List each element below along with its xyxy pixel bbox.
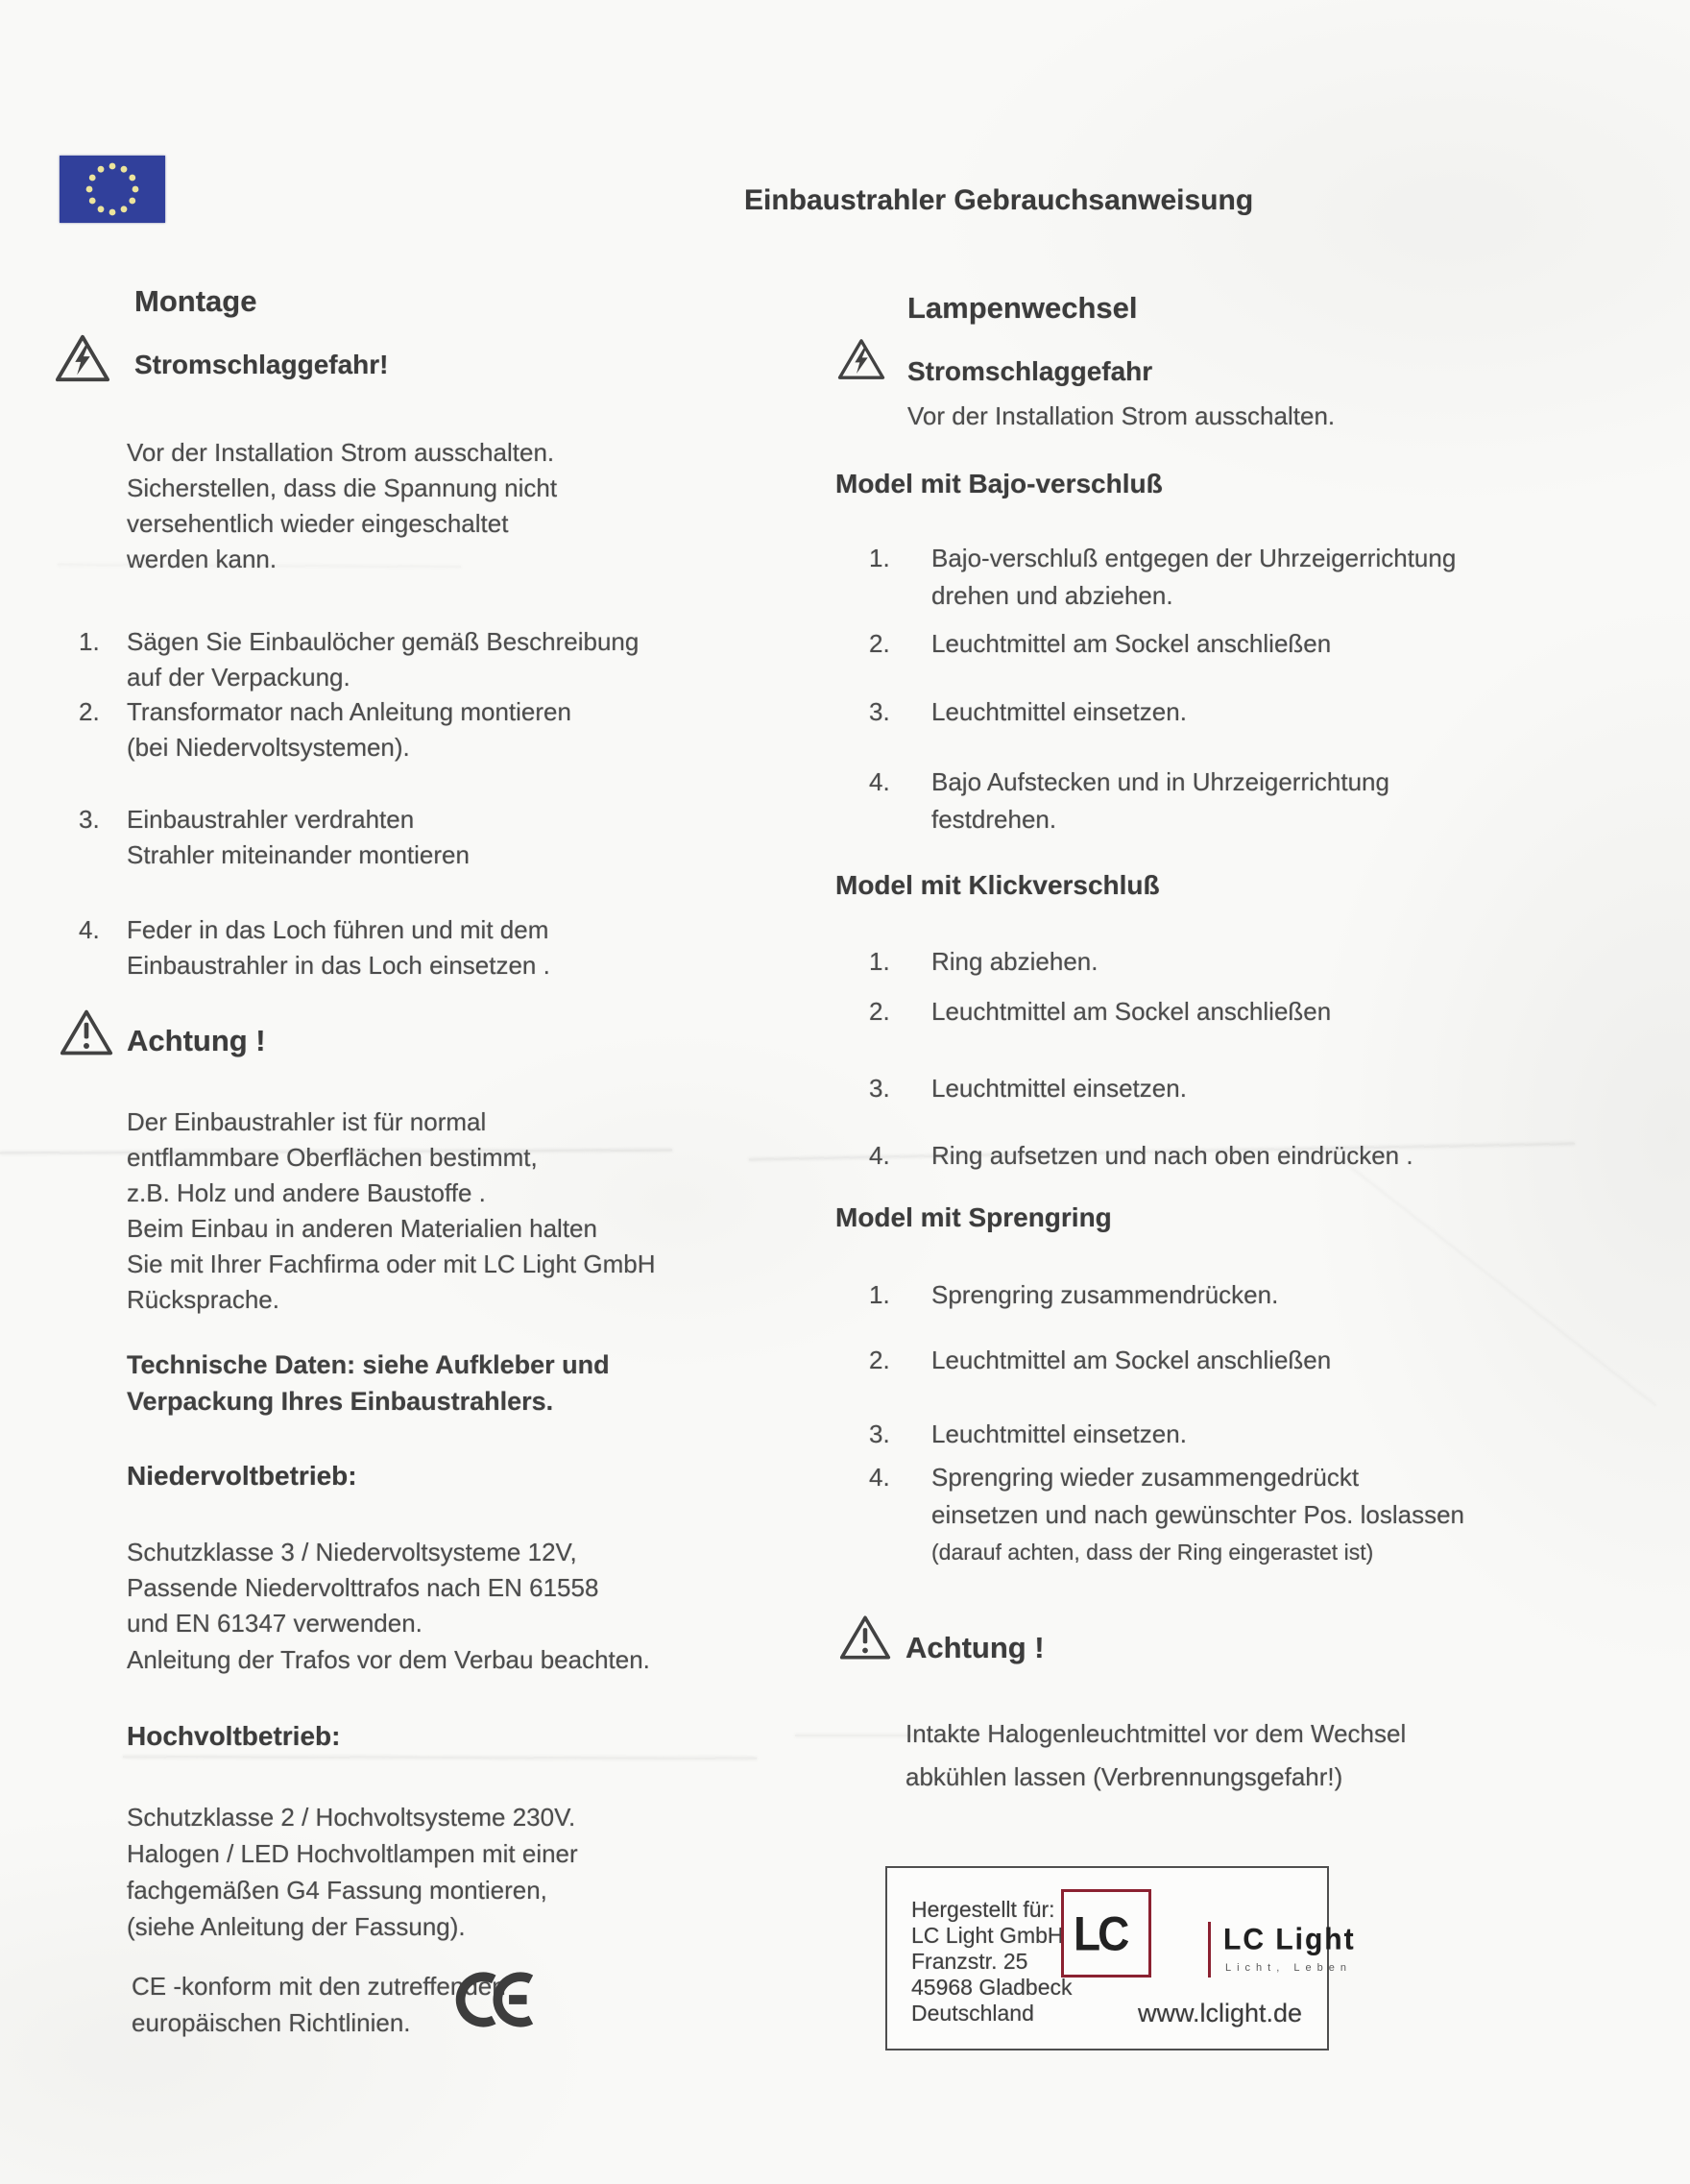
high-voltage-triangle-icon [837, 332, 885, 391]
step-number: 2. [869, 629, 890, 658]
text-line: Halogen / LED Hochvoltlampen mit einer [127, 1839, 578, 1868]
bajo-step-4 [869, 764, 1389, 838]
montage-step-1 [79, 624, 639, 695]
sprengring-section-heading: Model mit Sprengring [835, 1202, 1112, 1232]
step-number: 4. [79, 915, 100, 944]
caution-paragraph [905, 1712, 1406, 1799]
klick-section-heading: Model mit Klickverschluß [835, 870, 1160, 900]
klick-step-3 [869, 1070, 1187, 1107]
step-line: drehen und abziehen. [931, 581, 1173, 610]
step-number: 3. [869, 1420, 890, 1448]
lc-logo [1061, 1889, 1151, 1978]
sprengring-step-4 [869, 1459, 1464, 1571]
text-line: abkühlen lassen (Verbrennungsgefahr!) [905, 1762, 1343, 1791]
klick-step-4 [869, 1137, 1413, 1175]
step-line: (darauf achten, dass der Ring eingerastet ist) [931, 1540, 1374, 1565]
caution-title: Achtung ! [905, 1631, 1045, 1664]
text-line: Intakte Halogenleuchtmittel vor dem Wechsel [905, 1719, 1407, 1748]
text-line: Sicherstellen, dass die Spannung nicht [127, 473, 558, 502]
step-line: Sprengring zusammendrücken. [931, 1280, 1279, 1309]
text-line: entflammbare Oberflächen bestimmt, [127, 1143, 538, 1172]
text-line: Schutzklasse 2 / Hochvoltsysteme 230V. [127, 1803, 576, 1832]
step-line: Feder in das Loch führen und mit dem [127, 915, 549, 944]
step-number: 1. [869, 947, 890, 976]
sprengring-step-3 [869, 1416, 1187, 1453]
step-line: Transformator nach Anleitung montieren [127, 697, 571, 726]
text-line: CE -konform mit den zutreffenden [132, 1972, 506, 2001]
step-line: Sprengring wieder zusammengedrückt [931, 1463, 1360, 1492]
text-line: europäischen Richtlinien. [132, 2008, 411, 2037]
address-line: Deutschland [911, 2001, 1034, 2026]
shock-warning-line: Vor der Installation Strom ausschalten. [907, 401, 1336, 430]
montage-step-4 [79, 912, 550, 983]
brand-tagline: Licht, Leben [1225, 1962, 1352, 1974]
text-line: Passende Niedervolttrafos nach EN 61558 [127, 1573, 599, 1602]
warning-triangle-icon [839, 1610, 891, 1670]
logo-divider [1208, 1922, 1211, 1978]
step-line: Einbaustrahler verdrahten [127, 805, 415, 834]
step-number: 2. [869, 997, 890, 1026]
lampenwechsel-heading: Lampenwechsel [907, 291, 1138, 325]
caution-title: Achtung ! [127, 1024, 266, 1057]
step-line: Leuchtmittel am Sockel anschließen [931, 997, 1332, 1026]
step-number: 4. [869, 767, 890, 796]
highvolt-heading: Hochvoltbetrieb: [127, 1721, 341, 1751]
caution-paragraph [127, 1104, 656, 1318]
lowvolt-heading: Niedervoltbetrieb: [127, 1461, 357, 1491]
step-number: 2. [79, 697, 100, 726]
technical-data-note [127, 1347, 610, 1420]
shock-warning-title: Stromschlaggefahr [907, 356, 1153, 386]
step-line: Ring abziehen. [931, 947, 1098, 976]
step-line: Bajo Aufstecken und in Uhrzeigerrichtung [931, 767, 1389, 796]
step-line: festdrehen. [931, 805, 1057, 834]
text-line: Rücksprache. [127, 1285, 279, 1314]
text-line: werden kann. [127, 545, 278, 573]
step-line: auf der Verpackung. [127, 663, 350, 692]
ce-mark-icon [453, 1963, 538, 2041]
ce-conformity-text [132, 1968, 506, 2041]
bajo-step-3 [869, 693, 1187, 731]
sprengring-step-1 [869, 1276, 1278, 1314]
paper-crease [1330, 1151, 1656, 1406]
step-line: Einbaustrahler in das Loch einsetzen . [127, 951, 550, 980]
text-line: Vor der Installation Strom ausschalten. [127, 438, 555, 467]
text-line: Technische Daten: siehe Aufkleber und [127, 1350, 610, 1379]
montage-step-2 [79, 694, 571, 765]
sprengring-step-2 [869, 1342, 1331, 1379]
step-number: 4. [869, 1463, 890, 1492]
manufacturer-address [911, 1897, 1073, 2026]
text-line: fachgemäßen G4 Fassung montieren, [127, 1876, 547, 1905]
text-line: versehentlich wieder eingeschaltet [127, 509, 509, 538]
highvolt-paragraph [127, 1799, 578, 1945]
montage-intro-paragraph [127, 435, 557, 577]
step-line: Strahler miteinander montieren [127, 840, 470, 869]
address-line: 45968 Gladbeck [911, 1975, 1073, 2000]
lc-logo-letters: LC [1074, 1905, 1127, 1961]
montage-step-3 [79, 802, 470, 873]
text-line: Beim Einbau in anderen Materialien halten [127, 1214, 597, 1243]
step-number: 3. [869, 1074, 890, 1103]
lowvolt-paragraph [127, 1535, 598, 1641]
step-line: Leuchtmittel einsetzen. [931, 1074, 1187, 1103]
step-line: Leuchtmittel einsetzen. [931, 1420, 1187, 1448]
text-line: Schutzklasse 3 / Niedervoltsysteme 12V, [127, 1538, 577, 1566]
text-line: Der Einbaustrahler ist für normal [127, 1107, 487, 1136]
step-line: Sägen Sie Einbaulöcher gemäß Beschreibung [127, 627, 640, 656]
text-line: Sie mit Ihrer Fachfirma oder mit LC Light GmbH [127, 1250, 656, 1278]
step-line: (bei Niedervoltsystemen). [127, 733, 410, 762]
lowvolt-note: Anleitung der Trafos vor dem Verbau beachten. [127, 1645, 650, 1674]
step-number: 2. [869, 1346, 890, 1374]
step-line: Leuchtmittel am Sockel anschließen [931, 1346, 1332, 1374]
step-line: Leuchtmittel am Sockel anschließen [931, 629, 1332, 658]
klick-step-2 [869, 993, 1331, 1031]
eu-flag-icon [60, 156, 165, 223]
step-number: 1. [79, 627, 100, 656]
step-line: einsetzen und nach gewünschter Pos. loslassen [931, 1500, 1465, 1529]
step-number: 3. [79, 805, 100, 834]
paper-crease [123, 1756, 757, 1759]
brand-wordmark: LC Light [1223, 1923, 1356, 1956]
step-number: 1. [869, 1280, 890, 1309]
bajo-step-2 [869, 625, 1331, 663]
montage-heading: Montage [134, 284, 257, 318]
text-line: Verpackung Ihres Einbaustrahlers. [127, 1387, 554, 1416]
website-text: www.lclight.de [1138, 1999, 1303, 2027]
step-number: 3. [869, 697, 890, 726]
klick-step-1 [869, 943, 1098, 981]
text-line: z.B. Holz und andere Baustoffe . [127, 1178, 486, 1207]
bajo-section-heading: Model mit Bajo-verschluß [835, 469, 1163, 498]
shock-warning-title: Stromschlaggefahr! [134, 350, 389, 379]
text-line: (siehe Anleitung der Fassung). [127, 1912, 466, 1941]
step-number: 4. [869, 1141, 890, 1170]
page-title: Einbaustrahler Gebrauchsanweisung [744, 184, 1254, 216]
step-number: 1. [869, 544, 890, 572]
bajo-step-1 [869, 540, 1456, 615]
high-voltage-triangle-icon [55, 332, 110, 389]
address-line: Hergestellt für: [911, 1897, 1055, 1922]
step-line: Leuchtmittel einsetzen. [931, 697, 1187, 726]
manufacturer-box [885, 1866, 1356, 2051]
text-line: und EN 61347 verwenden. [127, 1609, 422, 1638]
address-line: Franzstr. 25 [911, 1949, 1028, 1974]
paper-crease [795, 1735, 920, 1736]
step-line: Ring aufsetzen und nach oben eindrücken . [931, 1141, 1413, 1170]
warning-triangle-icon [60, 1007, 113, 1063]
address-line: LC Light GmbH [911, 1923, 1064, 1948]
step-line: Bajo-verschluß entgegen der Uhrzeigerrichtung [931, 544, 1457, 572]
